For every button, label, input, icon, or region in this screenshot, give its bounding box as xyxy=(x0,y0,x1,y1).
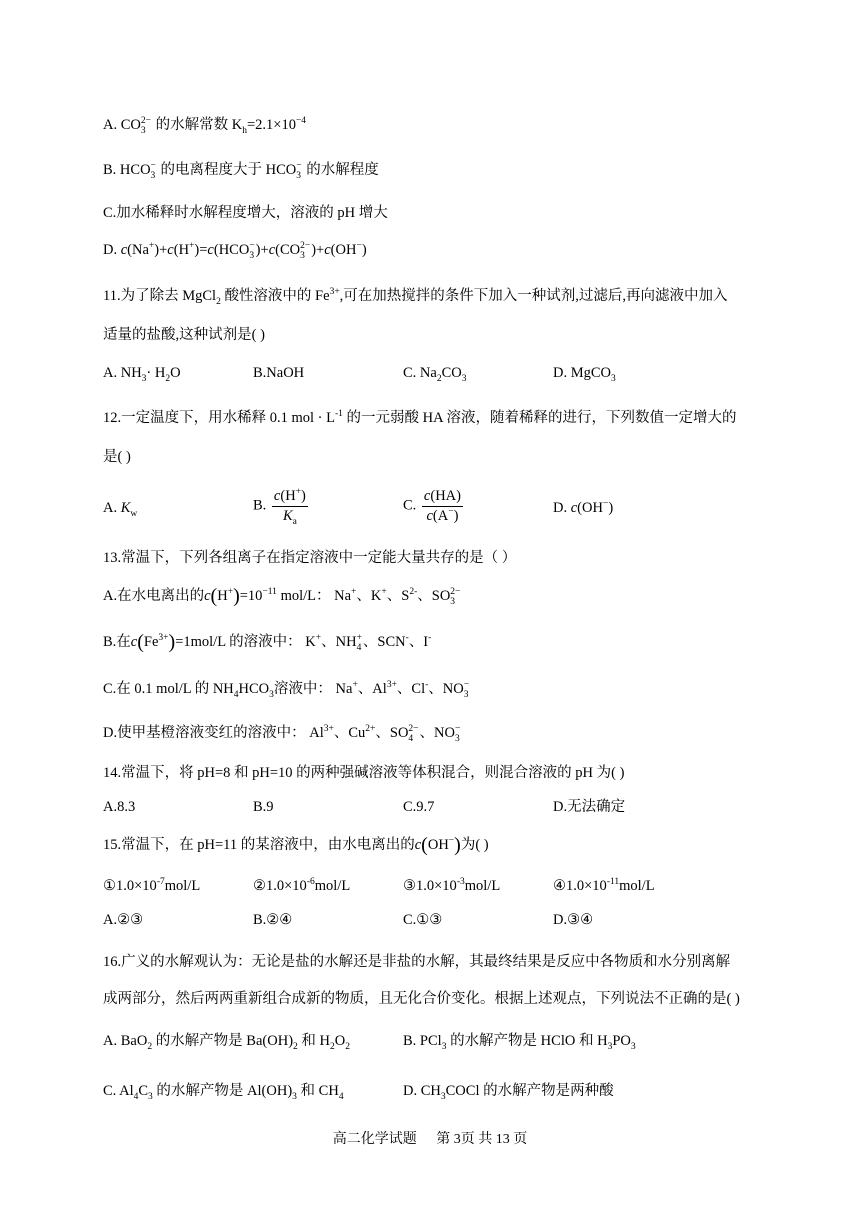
q13-stem: 13.常温下，下列各组离子在指定溶液中一定能大量共存的是（ ） xyxy=(103,550,517,566)
q15-item-2: $②1.0\times 10^{-6}mol/L$ xyxy=(253,877,351,894)
q15-item-3: $③1.0\times 10^{-3}mol/L$ xyxy=(403,877,501,894)
q13-option-d: D.使甲基橙溶液变红的溶液中： $Al^{3+}$、$Cu^{2+}$、SO 2− 4 、NO − 3 xyxy=(103,723,461,744)
q12-stem-line-1: 12.一定温度下，用水稀释 0.1 mol · $L^{-1}$ 的一元弱酸 HA 溶液，随着稀释的进行，下列数值一定增大的 xyxy=(103,409,737,426)
q11-stem-line-2: 适量的盐酸,这种试剂是( ) xyxy=(103,327,265,343)
page-footer xyxy=(0,1128,860,1148)
q12-option-b: B. $\frac{c(H^+)}{K_a}$ xyxy=(253,487,306,527)
q11-stem-line-1: 11.为了除去 MgCl$_2$ 酸性溶液中的 $Fe^{3+}$,可在加热搅拌的条件下加入一种试剂,过滤后,再向滤液中加入 xyxy=(103,287,728,307)
q11-option-b: B.NaOH xyxy=(253,365,305,381)
q14-option-b: B.9 xyxy=(253,799,274,815)
q15-item-4: $④1.0\times 10^{-11}mol/L$ xyxy=(553,877,655,894)
q16-option-d: D. $CH_3COCl$ 的水解产物是两种酸 xyxy=(403,1083,614,1102)
q10-option-c: C.加水稀释时水解程度增大，溶液的 pH 增大 xyxy=(103,205,388,221)
q11-option-d: D. MgCO$_3$ xyxy=(553,365,616,384)
footer-page-number: 第 3页 共 13 页 xyxy=(436,1132,528,1147)
q16-option-a: A. BaO$_2$ 的水解产物是 $Ba(OH)_2$ 和 $H_2O_2$ xyxy=(103,1033,350,1052)
q11-option-a: A. $NH_3\cdot H_2O$ xyxy=(103,365,181,384)
q12-stem-line-2: 是( ) xyxy=(103,449,131,465)
q16-stem-line-2: 成两部分，然后两两重新组合成新的物质，且无化合价变化。根据上述观点，下列说法不正确的是( ) xyxy=(103,991,740,1007)
q15-stem: 15.常温下，在 pH=11 的某溶液中，由水电离出的c(OH−)为( ) xyxy=(103,834,489,856)
q16-option-b: B. PCl$_3$ 的水解产物是 HClO 和 $H_3PO_3$ xyxy=(403,1033,636,1052)
q10-option-a: A. CO 2− 3 的水解常数 $K_h=2.1\times 10^{-4}$ xyxy=(103,115,307,136)
q10-option-b: B. HCO − 3 的电离程度大于 HCO − 3 的水解程度 xyxy=(103,160,379,181)
q14-option-d: D.无法确定 xyxy=(553,799,626,815)
q10-option-d: D. c(Na+)+c(H+)=c(HCO − 3 )+c(CO 2− 3 )+c(OH−) xyxy=(103,240,367,261)
q16-option-c: C. $Al_4C_3$ 的水解产物是 $Al(OH)_3$ 和 $CH_4$ xyxy=(103,1083,344,1102)
q12-option-b-fraction: $\frac{c(H^+)}{K_a}$ xyxy=(273,487,306,527)
q14-option-c: C.9.7 xyxy=(403,799,435,815)
q15-option-d: D.③④ xyxy=(553,912,594,928)
q13-option-b: B.在$c(Fe^{3+})=1mol/L$ 的溶液中： K+、NH + 4 、SCN-、I- xyxy=(103,631,432,653)
q13-option-a: A.在水电离出的$c(H^+)=10^{-11}$ mol/L： Na+、K+、$S^{2-}$、SO 2− 3 xyxy=(103,585,461,607)
q15-option-a: A.②③ xyxy=(103,912,144,928)
q12-option-c-fraction: $\frac{c(HA)}{c(A^-)}$ xyxy=(423,488,461,524)
q14-option-a: A.8.3 xyxy=(103,799,136,815)
q12-option-a: A. $K_w$ xyxy=(103,500,138,519)
q15-item-1: $①1.0\times 10^{-7}mol/L$ xyxy=(103,877,201,894)
q12-option-c: C. $\frac{c(HA)}{c(A^-)}$ xyxy=(403,488,461,524)
q13-option-c: C.在 0.1 mol/L 的 $NH_4HCO_3$溶液中： Na+、$Al^{3+}$、Cl-、NO − 3 xyxy=(103,679,470,700)
q16-stem-line-1: 16.广义的水解观认为：无论是盐的水解还是非盐的水解，其最终结果是反应中各物质和水分别离解 xyxy=(103,954,731,970)
q12-option-d: D. c(OH−) xyxy=(553,499,614,516)
footer-subject: 高二化学试题 xyxy=(332,1132,417,1147)
q15-option-b: B.②④ xyxy=(253,912,293,928)
q11-option-c: C. $Na_2CO_3$ xyxy=(403,365,467,384)
q15-option-c: C.①③ xyxy=(403,912,443,928)
q14-stem: 14.常温下，将 pH=8 和 pH=10 的两种强碱溶液等体积混合，则混合溶液的 pH 为( ) xyxy=(103,765,625,781)
